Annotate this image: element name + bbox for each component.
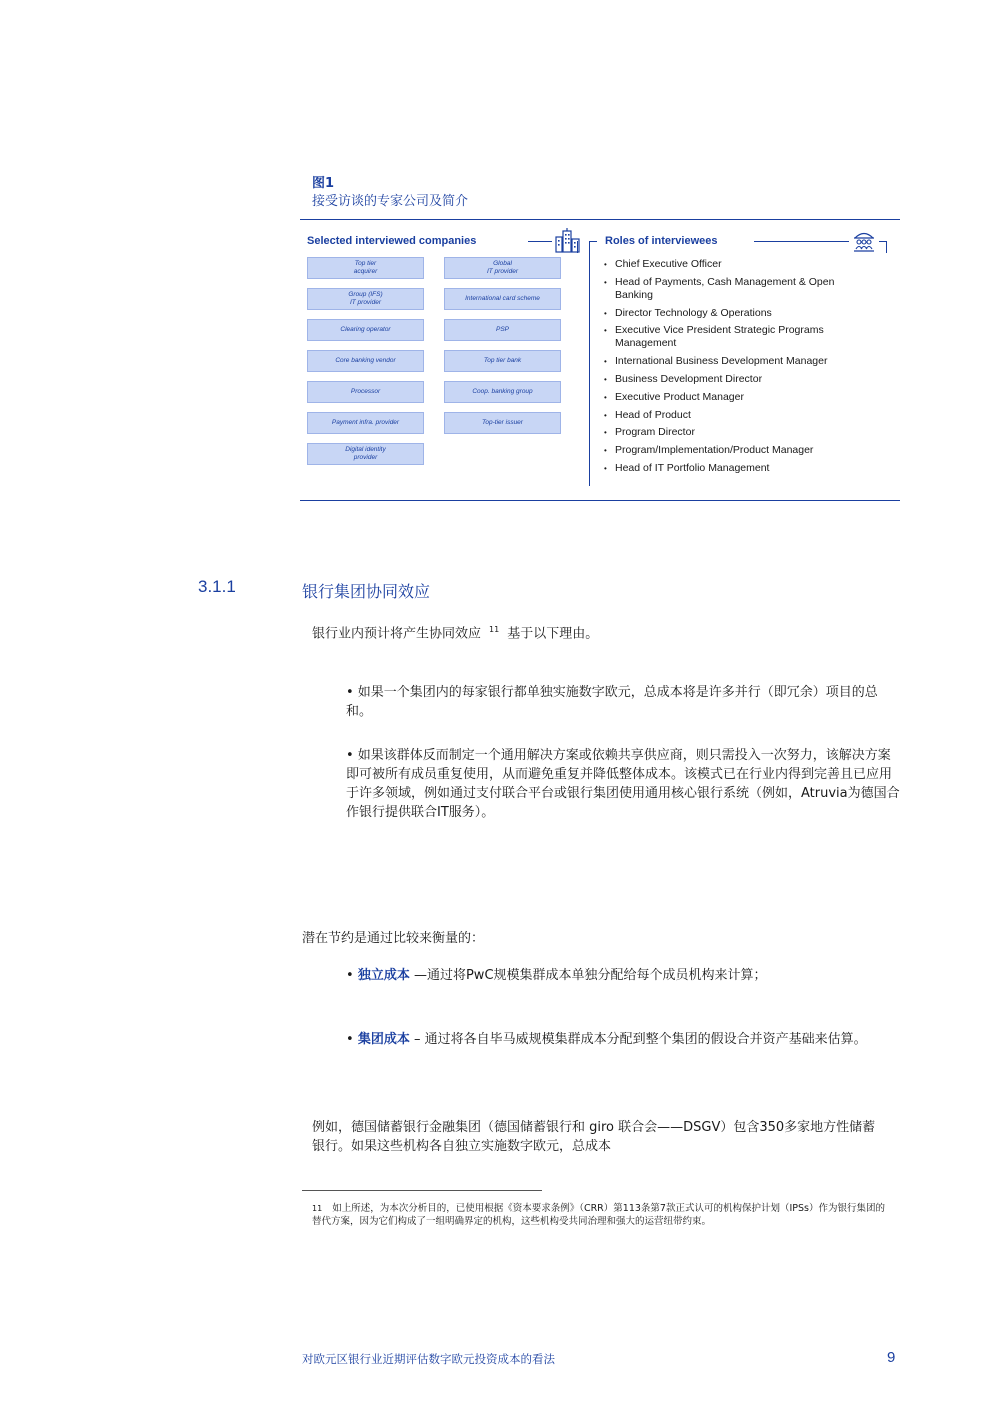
company-tag: PSP — [444, 319, 561, 341]
role-item: • International Business Development Manager — [604, 355, 854, 368]
role-item: • Executive Vice President Strategic Programs Management — [604, 324, 854, 350]
roles-list — [604, 258, 854, 480]
company-tag: International card scheme — [444, 288, 561, 310]
company-tag: Top-tier issuer — [444, 412, 561, 434]
footnote-text: 如上所述，为本次分析目的，已使用根据《资本要求条例》（CRR）第113条第7款正式认可的机构保护计划（IPSs）作为银行集团的替代方案，因为它们构成了一组明确界定的机构，这些机构受共同治理和强大的运营纽带约束。 — [312, 1203, 885, 1227]
companies-heading: Selected interviewed companies — [307, 235, 477, 247]
footnote-rule — [302, 1190, 542, 1191]
footer-title: 对欧元区银行业近期评估数字欧元投资成本的看法 — [302, 1352, 555, 1366]
savings-text: – 通过将各自毕马威规模集群成本分配到整个集团的假设合并资产基础来估算。 — [413, 1032, 867, 1047]
intro-paragraph — [312, 620, 892, 643]
bullet-paragraph: • 如果该群体反而制定一个通用解决方案或依赖共享供应商，则只需投入一次努力，该解决方案即可被所有成员重复使用，从而避免重复并降低整体成本。该模式已在行业内得到完善且已应用于许多领域，例如通过支付联合平台或银行集团使用通用核心银行系统（例如，Atruvia为德国合作银行提供联合IT服务）。 — [346, 748, 900, 820]
company-tag: Core banking vendor — [307, 350, 424, 372]
company-tag: Top tier bank — [444, 350, 561, 372]
companies-grid — [307, 257, 561, 465]
role-item: • Director Technology & Operations — [604, 307, 854, 320]
savings-term: 独立成本 — [357, 968, 410, 983]
roles-right-tick — [879, 241, 886, 242]
role-item: • Head of Payments, Cash Management & Open Banking — [604, 276, 854, 302]
company-tag: Payment infra. provider — [307, 412, 424, 434]
figure-number: 图1 — [312, 176, 335, 191]
company-tag: Global IT provider — [444, 257, 561, 279]
role-item: • Chief Executive Officer — [604, 258, 854, 271]
company-tag: Processor — [307, 381, 424, 403]
savings-item — [346, 966, 894, 985]
footnote-ref: 11 — [489, 625, 500, 634]
page-number: 9 — [887, 1349, 896, 1366]
savings-item — [346, 1030, 894, 1049]
building-people-icon — [851, 228, 877, 254]
roles-left-tick — [589, 241, 597, 242]
companies-heading-line — [528, 241, 552, 242]
figure-bottom-rule — [300, 500, 900, 501]
bullet-paragraph: • 如果一个集团内的每家银行都单独实施数字欧元，总成本将是许多并行（即冗余）项目的总和。 — [346, 685, 878, 719]
bullet-dot: • — [346, 968, 354, 983]
savings-text: —通过将PwC规模集群成本单独分配给每个成员机构来计算； — [413, 968, 767, 983]
roles-heading-line — [754, 241, 849, 242]
example-paragraph: 例如，德国储蓄银行金融集团（德国储蓄银行和 giro 联合会——DSGV）包含350多家地方性储蓄银行。如果这些机构各自独立实施数字欧元，总成本 — [312, 1120, 876, 1154]
footnote-number: 11 — [312, 1204, 323, 1213]
figure-title: 接受访谈的专家公司及简介 — [312, 194, 469, 209]
footnote — [312, 1202, 887, 1228]
bullet-dot: • — [346, 1032, 354, 1047]
role-item: • Head of IT Portfolio Management — [604, 462, 854, 475]
company-tag: Group (IFS) IT provider — [307, 288, 424, 310]
role-item: • Program/Implementation/Product Manager — [604, 444, 854, 457]
company-tag: Top tier acquirer — [307, 257, 424, 279]
roles-heading: Roles of interviewees — [605, 235, 718, 247]
role-item: • Executive Product Manager — [604, 391, 854, 404]
section-number: 3.1.1 — [198, 577, 236, 596]
role-item: • Business Development Director — [604, 373, 854, 386]
intro-text: 银行业内预计将产生协同效应 — [312, 626, 482, 642]
role-item: • Program Director — [604, 426, 854, 439]
company-tag: Clearing operator — [307, 319, 424, 341]
figure-top-rule — [300, 219, 900, 220]
intro-text-end: 基于以下理由。 — [507, 626, 599, 642]
roles-left-rule — [589, 241, 590, 486]
company-tag: Digital identity provider — [307, 443, 424, 465]
companies-right-rule — [577, 241, 578, 253]
roles-right-rule — [886, 241, 887, 253]
role-item: • Head of Product — [604, 409, 854, 422]
savings-intro: 潜在节约是通过比较来衡量的： — [302, 931, 485, 946]
savings-term: 集团成本 — [357, 1032, 410, 1047]
company-tag: Coop. banking group — [444, 381, 561, 403]
section-title: 银行集团协同效应 — [302, 582, 431, 601]
